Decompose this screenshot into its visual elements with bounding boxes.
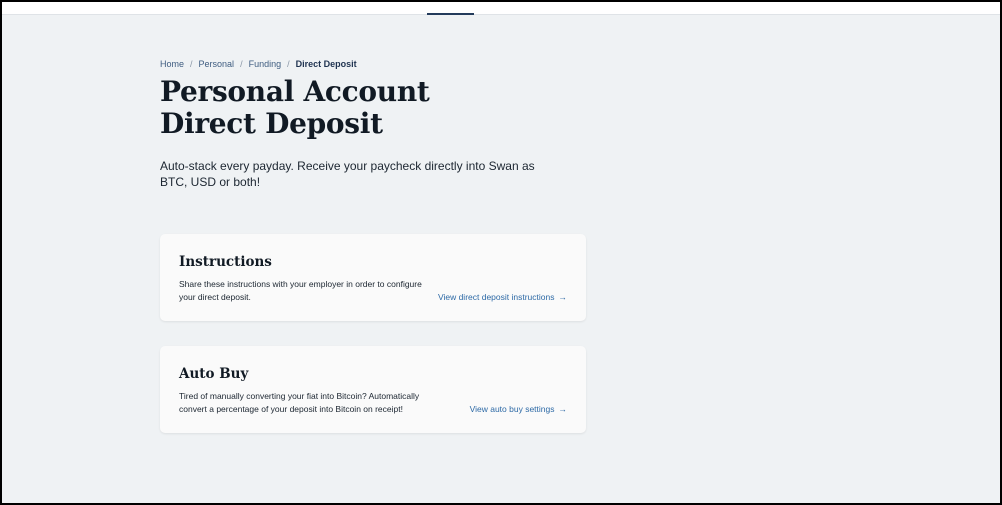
page-title	[160, 76, 560, 140]
page-title-line-2: Direct Deposit	[160, 107, 383, 140]
page-title-line-1: Personal Account	[160, 75, 430, 108]
view-auto-buy-settings-label: View auto buy settings	[469, 404, 555, 414]
breadcrumb-separator: /	[287, 59, 290, 69]
instructions-card-title: Instructions	[179, 254, 272, 270]
auto-buy-card-title: Auto Buy	[179, 366, 249, 382]
view-direct-deposit-instructions-link[interactable]	[438, 291, 567, 303]
view-direct-deposit-instructions-label: View direct deposit instructions	[437, 292, 555, 302]
arrow-right-icon: →	[558, 292, 567, 302]
arrow-right-icon: →	[558, 404, 567, 414]
breadcrumb	[160, 59, 357, 69]
breadcrumb-current: Direct Deposit	[295, 59, 357, 69]
instructions-card-description: Share these instructions with your employer in order to configure your direct deposit.	[179, 279, 422, 302]
page-subtitle: Auto-stack every payday. Receive your paycheck directly into Swan as BTC, USD or both!	[160, 159, 535, 189]
instructions-card	[160, 234, 586, 321]
app-frame	[2, 2, 1000, 503]
breadcrumb-funding[interactable]: Funding	[248, 59, 282, 69]
breadcrumb-home[interactable]: Home	[160, 59, 185, 69]
auto-buy-card-description: Tired of manually converting your fiat into Bitcoin? Automatically convert a percentage of your deposit into Bitcoin on receipt!	[179, 391, 420, 414]
view-auto-buy-settings-link[interactable]	[470, 403, 567, 415]
breadcrumb-personal[interactable]: Personal	[198, 59, 235, 69]
active-nav-indicator	[427, 13, 474, 15]
top-nav-bar	[2, 2, 1000, 15]
breadcrumb-separator: /	[240, 59, 243, 69]
breadcrumb-separator: /	[190, 59, 193, 69]
auto-buy-card	[160, 346, 586, 433]
